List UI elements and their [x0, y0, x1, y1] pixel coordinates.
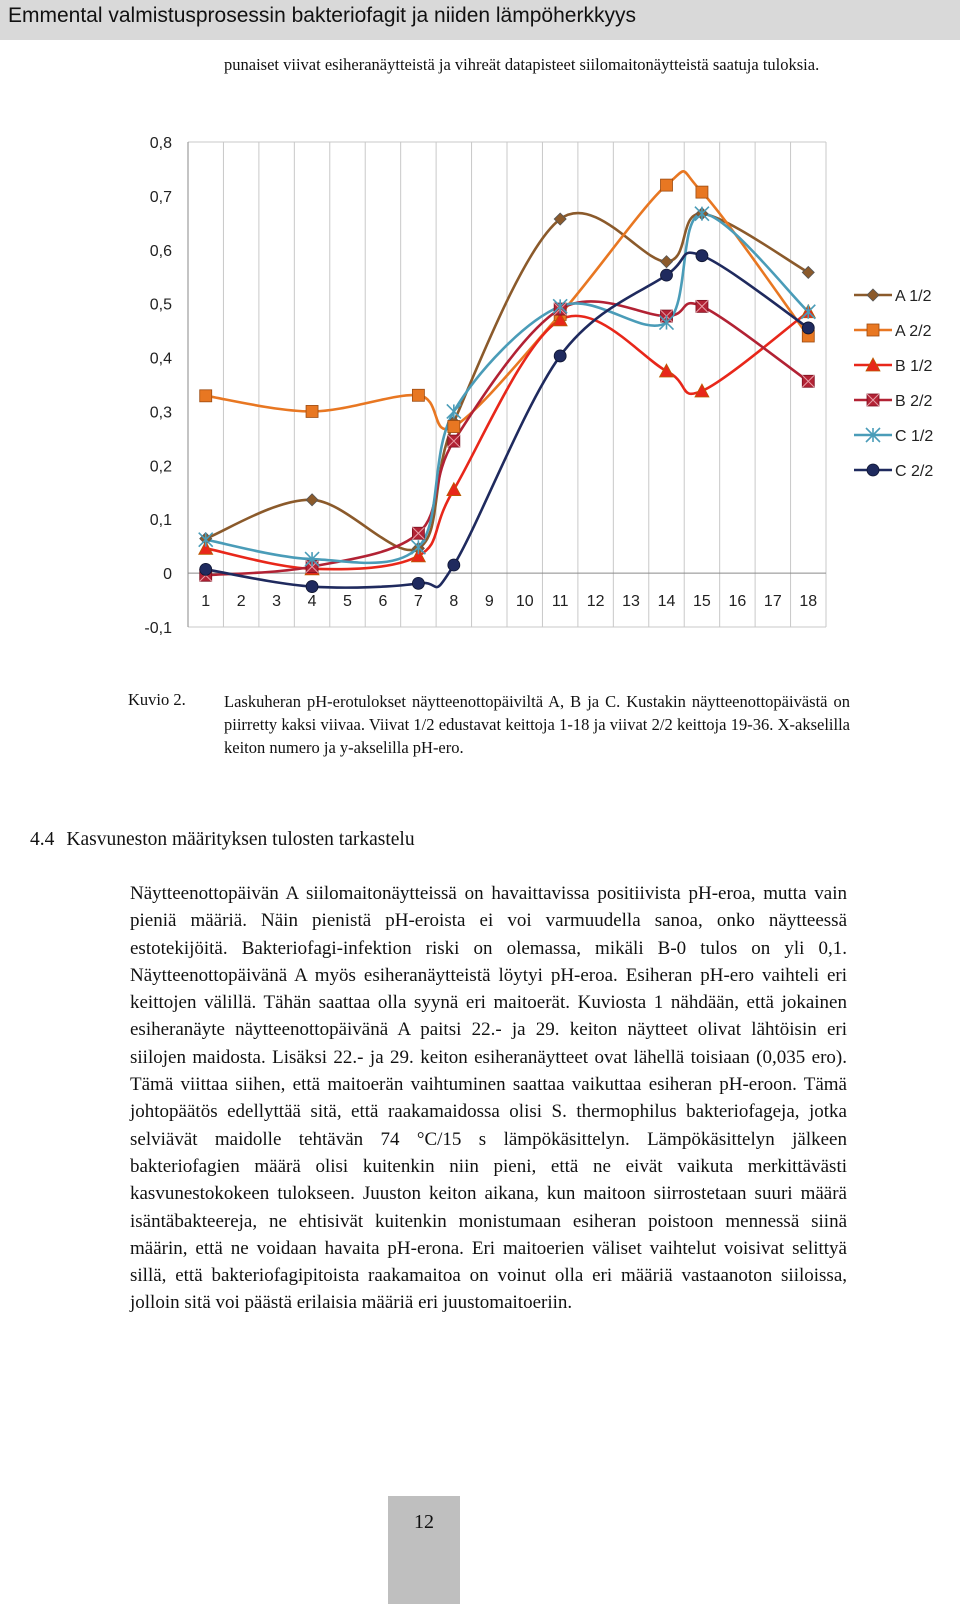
legend-label: A 2/2 — [895, 323, 932, 340]
data-point-c-2-2 — [448, 559, 460, 571]
data-point-c-1-2 — [801, 305, 815, 319]
legend-marker — [867, 324, 879, 336]
legend-entry — [854, 288, 932, 305]
chart-legend — [854, 288, 933, 480]
y-tick-label: 0,1 — [149, 512, 172, 530]
legend-label: A 1/2 — [895, 288, 932, 305]
data-point-a-1-2 — [802, 266, 814, 278]
intro-caption: punaiset viivat esiheranäytteistä ja vihreät datapisteet siilomaitonäytteistä saatuja tuloksia. — [224, 55, 820, 74]
data-point-a-2-2 — [412, 389, 424, 401]
x-tick-label: 1 — [201, 593, 211, 611]
data-point-c-2-2 — [200, 563, 212, 575]
legend-entry — [854, 428, 933, 445]
legend-marker — [867, 394, 879, 406]
x-tick-label: 14 — [657, 593, 676, 611]
y-tick-label: -0,1 — [144, 620, 172, 637]
legend-label: C 1/2 — [895, 428, 934, 445]
x-tick-label: 6 — [378, 593, 388, 611]
data-point-b-2-2 — [448, 435, 460, 447]
y-tick-label: 0,3 — [149, 404, 172, 422]
data-point-b-2-2 — [412, 527, 424, 539]
x-axis-ticks — [201, 593, 817, 610]
legend-label: C 2/2 — [895, 463, 934, 480]
data-point-c-2-2 — [554, 350, 566, 362]
x-tick-label: 4 — [307, 593, 317, 611]
chart-gridlines — [188, 142, 826, 627]
data-point-a-2-2 — [448, 421, 460, 433]
x-tick-label: 3 — [272, 593, 282, 611]
data-point-c-2-2 — [661, 269, 673, 281]
legend-marker — [867, 289, 879, 301]
data-point-a-2-2 — [696, 186, 708, 198]
legend-label: B 1/2 — [895, 358, 933, 375]
x-tick-label: 12 — [586, 593, 605, 611]
x-tick-label: 17 — [763, 593, 782, 611]
data-point-c-1-2 — [660, 316, 674, 330]
y-tick-label: 0 — [163, 566, 172, 584]
ph-difference-chart — [0, 120, 960, 650]
data-point-b-1-2 — [660, 364, 674, 377]
legend-marker — [867, 464, 879, 476]
x-tick-label: 11 — [551, 593, 569, 611]
y-tick-label: 0,6 — [149, 242, 172, 260]
section-number: 4.4 — [30, 829, 55, 850]
legend-label: B 2/2 — [895, 393, 933, 410]
y-tick-label: 0,2 — [149, 458, 172, 476]
x-tick-label: 15 — [693, 593, 711, 611]
y-tick-label: 0,5 — [149, 296, 172, 314]
section-heading — [30, 829, 415, 851]
data-point-b-1-2 — [447, 483, 461, 496]
data-point-c-2-2 — [306, 581, 318, 593]
header-title: Emmental valmistusprosessin bakteriofagit ja niiden lämpöherkkyys — [8, 4, 636, 27]
x-tick-label: 8 — [449, 593, 459, 611]
data-point-a-2-2 — [200, 390, 212, 402]
x-tick-label: 2 — [236, 593, 246, 611]
y-axis-ticks — [144, 135, 172, 637]
legend-entry — [854, 323, 932, 340]
section-title: Kasvuneston määrityksen tulosten tarkastelu — [66, 829, 415, 850]
x-tick-label: 5 — [343, 593, 352, 611]
data-point-a-1-2 — [661, 256, 673, 268]
data-point-a-2-2 — [661, 179, 673, 191]
data-point-b-2-2 — [802, 375, 814, 387]
legend-entry — [854, 358, 932, 375]
data-point-a-1-2 — [306, 494, 318, 506]
y-tick-label: 0,7 — [149, 188, 172, 206]
figure-caption: Laskuheran pH-erotulokset näytteenottopäiviltä A, B ja C. Kustakin näytteenottopäivästä on piirretty kaksi viivaa. Viivat 1/2 edustavat keittoja 1-18 ja viivat 2/2 keittoja 19-36. X-akselilla keiton numero ja y-akselilla pH-ero. — [224, 692, 850, 757]
y-tick-label: 0,8 — [149, 135, 172, 152]
data-point-c-2-2 — [802, 322, 814, 334]
data-point-b-2-2 — [696, 300, 708, 312]
data-point-b-1-2 — [695, 384, 709, 397]
y-tick-label: 0,4 — [149, 350, 172, 368]
x-tick-label: 7 — [413, 593, 423, 611]
body-paragraph: Näytteenottopäivän A siilomaitonäytteissä on havaittavissa positiivista pH-eroa, mutta vain pieniä määriä. Näin pienistä pH-eroista ei voi varmuudella sanoa, onko näytteessä estotekijöitä. Bakteriofagi-infektion riski on olemassa, mikäli B-0 tulos on yli 0,1. Näytteenottopäivänä A myös esiheranäytteistä löytyi pH-eroa. Esiheran pH-ero vaihteli eri keittojen välillä. Tähän saattaa olla syynä eri maitoerät. Kuviosta 1 nähdään, että jokainen esiheranäyte näytteenottopäivänä A paitsi 22.- ja 29. keiton näytteet olivat lähtöisin eri siilojen maidosta. Lisäksi 22.- ja 29. keiton esiheranäytteet ovat lähellä toisiaan (0,035 ero). Tämä viittaa siihen, että maitoerän vaihtuminen saattaa vaikuttaa esiheran pH-eroon. Tämä johtopäätös edellyttää sitä, että raakamaidossa olisi S. thermophilus bakteriofageja, jotka selviävät maidolle tehtävän 74 °C/15 s lämpökäsittelyn. Lämpökäsittelyn jälkeen bakteriofagien määrä olisi kuitenkin niin pieni, että ne eivät vaikuta merkittävästi kasvunestokokeen tulokseen. Juuston keiton aikana, kun maitoon siirrostetaan suuri määrä isäntäbakteereja, ne ehtisivät kuitenkin monistumaan esiheran poistoon mennessä siinä määrin, että ne voidaan havaita pH-erona. Eri maitoerien väliset vaihtelut voisivat selittyä sillä, että bakteriofagipitoista raakamaitoa on voinut olla eri määriä vastaanoton siiloissa, jolloin sitä voi päästä erilaisia määriä eri juustomaitoeriin. — [130, 883, 847, 1314]
data-point-c-2-2 — [696, 250, 708, 262]
running-header — [0, 0, 960, 40]
data-point-c-2-2 — [412, 577, 424, 589]
x-tick-label: 9 — [484, 593, 494, 611]
x-tick-label: 13 — [622, 593, 640, 611]
legend-entry — [854, 393, 932, 410]
x-tick-label: 18 — [799, 593, 818, 611]
x-tick-label: 16 — [728, 593, 747, 611]
figure-label: Kuvio 2. — [128, 690, 186, 709]
page-number: 12 — [414, 1511, 434, 1533]
x-tick-label: 10 — [515, 593, 534, 611]
data-point-a-2-2 — [306, 405, 318, 417]
legend-entry — [854, 463, 933, 480]
page-number-box — [388, 1496, 460, 1604]
